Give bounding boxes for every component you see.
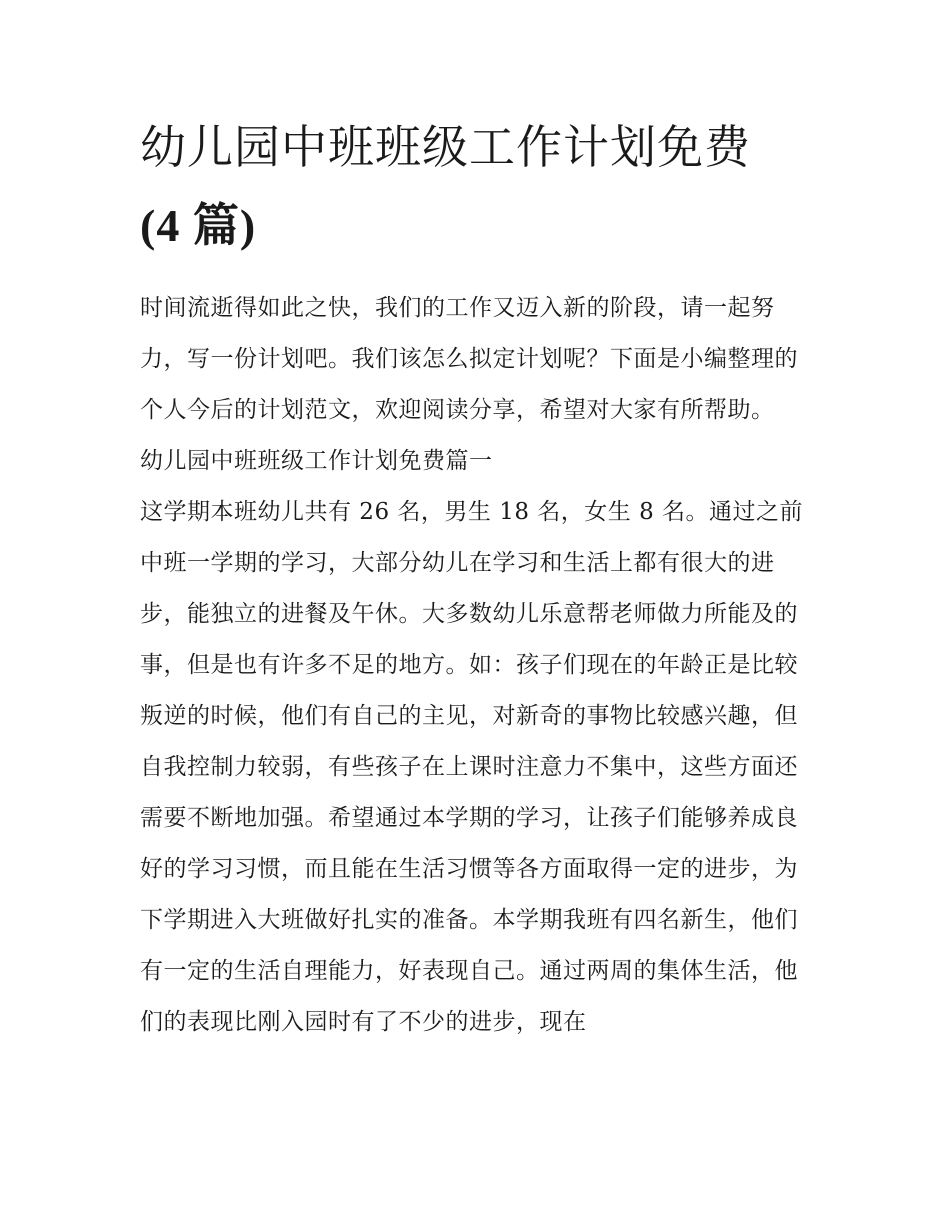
section-heading: 幼儿园中班班级工作计划免费篇一 — [140, 448, 493, 474]
document-title — [140, 108, 820, 265]
document-body — [140, 283, 820, 1048]
title-line-1: 幼儿园中班班级工作计划免费 — [140, 120, 751, 174]
document-page — [140, 108, 820, 1048]
intro-paragraph: 时间流逝得如此之快，我们的工作又迈入新的阶段，请一起努力，写一份计划吧。我们该怎么拟定计划呢？下面是小编整理的个人今后的计划范文，欢迎阅读分享，希望对大家有所帮助。 — [140, 295, 798, 423]
section-paragraph: 这学期本班幼儿共有 26 名，男生 18 名，女生 8 名。通过之前中班一学期的学习，大部分幼儿在学习和生活上都有很大的进步，能独立的进餐及午休。大多数幼儿乐意帮老师做力所能及的事，但是也有许多不足的地方。如：孩子们现在的年龄正是比较叛逆的时候，他们有自己的主见，对新奇的事物比较感兴趣，但自我控制力较弱，有些孩子在上课时注意力不集中，这些方面还需要不断地加强。希望通过本学期的学习，让孩子们能够养成良好的学习习惯，而且能在生活习惯等各方面取得一定的进步，为下学期进入大班做好扎实的准备。本学期我班有四名新生，他们有一定的生活自理能力，好表现自己。通过两周的集体生活，他们的表现比刚入园时有了不少的进步，现在 — [140, 499, 804, 1035]
title-line-2: (4 篇) — [140, 200, 257, 251]
